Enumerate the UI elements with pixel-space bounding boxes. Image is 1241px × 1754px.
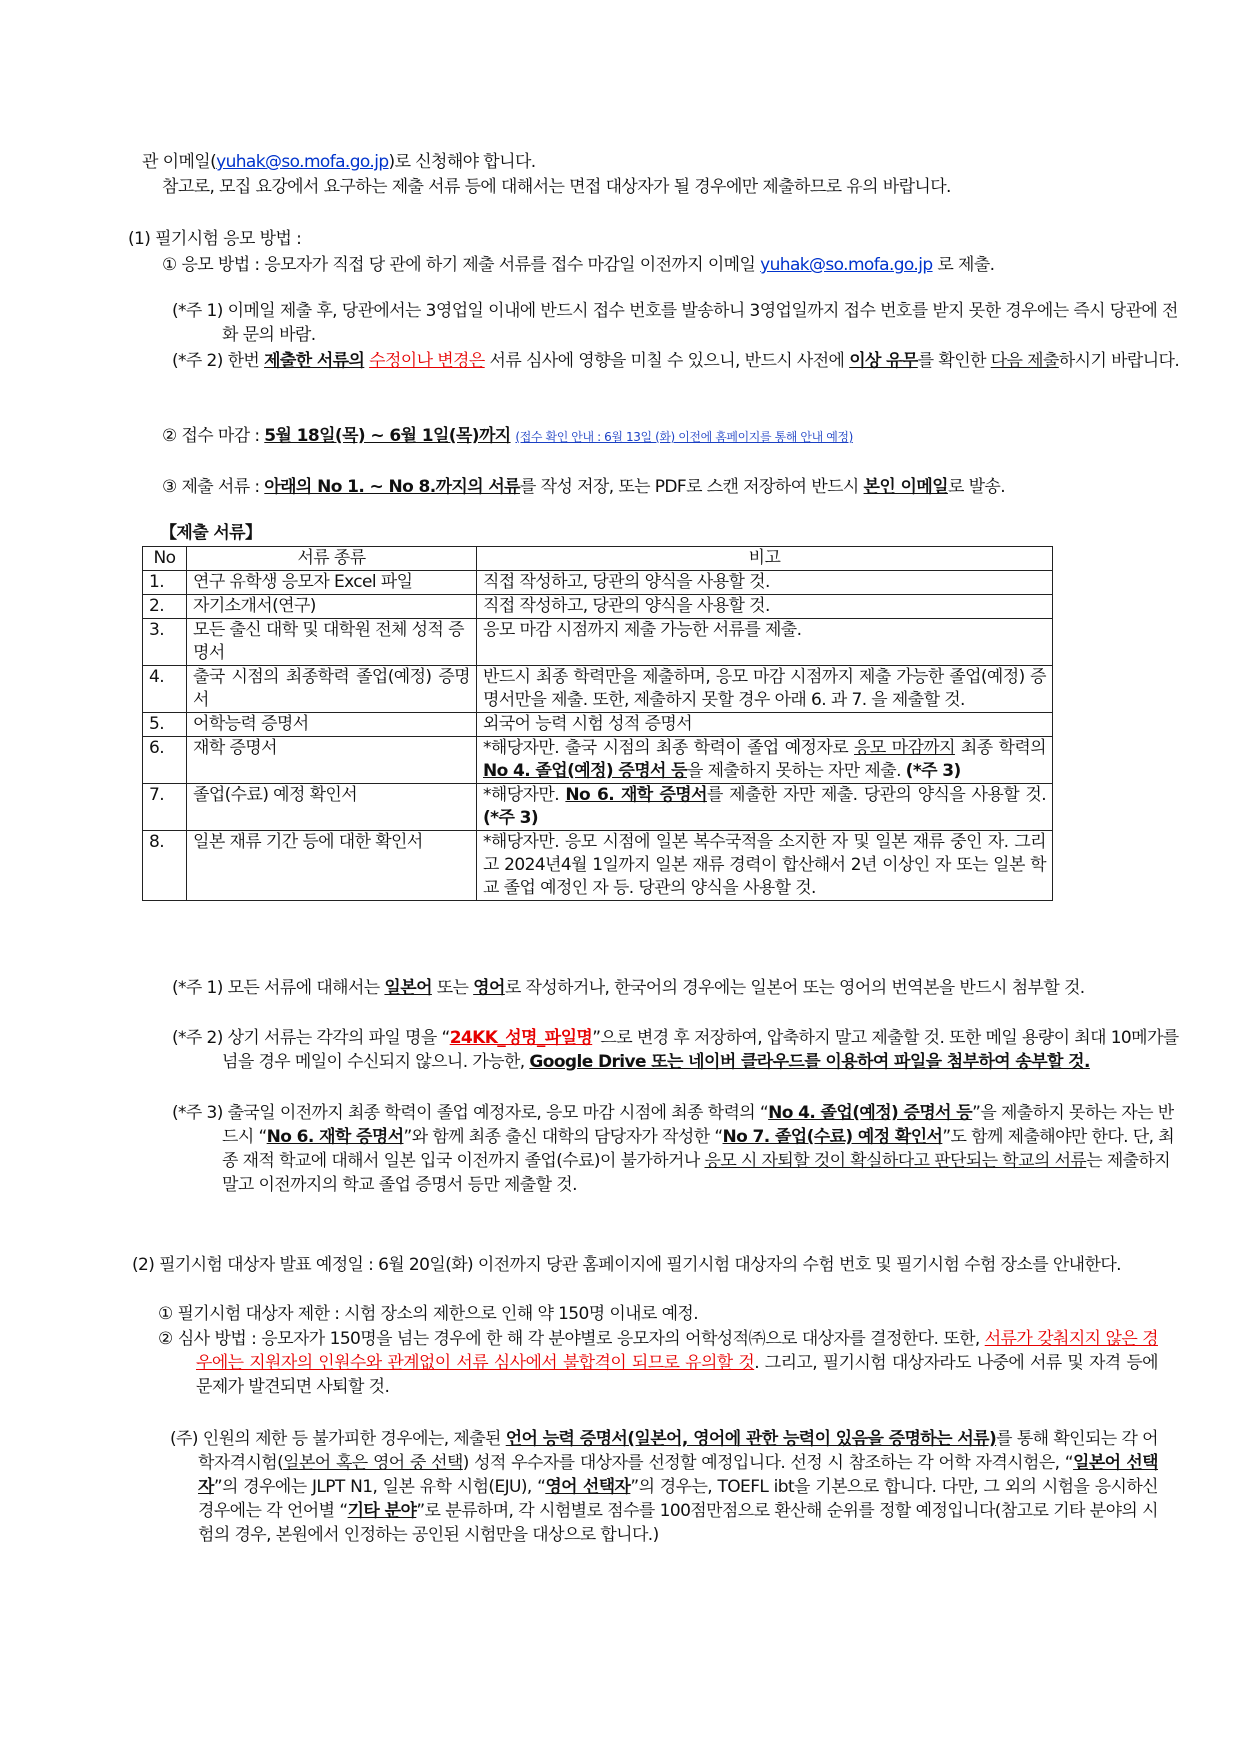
row-no: 3. <box>143 619 187 666</box>
item-1-text: ① 응모 방법 : 응모자가 직접 당 관에 하기 제출 서류를 접수 마감일 이전까지 이메일 <box>162 255 761 275</box>
tn3-f: No 7. 졸업(수료) 예정 확인서 <box>722 1127 943 1147</box>
table-row <box>143 784 1053 831</box>
tn1-b: 일본어 <box>384 978 432 998</box>
row-no: 2. <box>143 595 187 619</box>
tn1-c: 또는 <box>431 978 474 998</box>
s2-note-j: 기타 분야 <box>347 1501 417 1521</box>
row-7-note-a: *해당자만. <box>483 785 566 805</box>
tn3-a: (*주 3) 출국일 이전까지 최종 학력이 졸업 예정자로, 응모 마감 시점에 최종 학력의 “ <box>172 1103 769 1123</box>
s2-note-c: 를 통해 확인되는 각 어학자격시험( <box>198 1429 1158 1473</box>
row-no: 5. <box>143 713 187 737</box>
s2-note-d: 일본어 혹은 영어 중 선택 <box>283 1453 463 1473</box>
s2-note-g: ”의 경우에는 JLPT N1, 일본 유학 시험(EJU), “ <box>213 1477 546 1497</box>
table-row <box>143 831 1053 901</box>
tn3-i: 는 제출하지 말고 이전까지의 학교 졸업 증명서 등만 제출할 것. <box>222 1151 1171 1195</box>
row-7-note-b: No 6. 재학 증명서 <box>565 785 707 805</box>
tn2-a: (*주 2) 상기 서류는 각각의 파일 명을 “ <box>172 1028 450 1048</box>
table-row <box>143 595 1053 619</box>
section-2-heading: (2) 필기시험 대상자 발표 예정일 : 6월 20일(화) 이전까지 당관 홈페이지에 필기시험 대상자의 수험 번호 및 필기시험 수험 장소를 안내한다. <box>132 1255 1121 1275</box>
table-row <box>143 666 1053 713</box>
tn3-c: ”을 제출하지 못하는 자는 반드시 “ <box>222 1103 1174 1147</box>
section-1-heading: (1) 필기시험 응모 방법 : <box>128 229 302 249</box>
row-7-note-c: 를 제출한 자만 제출. 당관의 양식을 사용할 것. <box>706 785 1047 805</box>
row-no: 4. <box>143 666 187 713</box>
row-6-note-e: 을 제출하지 못하는 자만 제출. <box>686 761 906 781</box>
s2-note-f: 일본어 선택자 <box>198 1453 1158 1497</box>
col-header-type: 서류 종류 <box>187 547 477 571</box>
row-6-note-d: No 4. 졸업(예정) 증명서 등 <box>483 761 687 781</box>
item-3-d: 본인 이메일 <box>863 477 948 497</box>
section-1-item-1 <box>162 253 1112 277</box>
row-type: 어학능력 증명서 <box>187 713 477 737</box>
section-2-item-1: ① 필기시험 대상자 제한 : 시험 장소의 제한으로 인해 약 150명 이내로 예정. <box>158 1304 699 1324</box>
table-row <box>143 713 1053 737</box>
tn3-e: ”와 함께 최종 출신 대학의 담당자가 작성한 “ <box>403 1127 723 1147</box>
tn1-d: 영어 <box>473 978 505 998</box>
row-note: *해당자만. 응모 시점에 일본 복수국적을 소지한 자 및 일본 재류 중인 자. 그리고 2024년4월 1일까지 일본 재류 경력이 합산해서 2년 이상인 자 또는 일본 학교 졸업 예정인 자 등. 당관의 양식을 사용할 것. <box>477 831 1053 901</box>
section-1-note-1: (*주 1) 이메일 제출 후, 당관에서는 3영업일 이내에 반드시 접수 번호를 발송하니 3영업일까지 접수 번호를 받지 못한 경우에는 즉시 당관에 전화 문의 바람. <box>172 301 1178 345</box>
tn1-e: 로 작성하거나, 한국어의 경우에는 일본어 또는 영어의 번역본을 반드시 첨부할 것. <box>504 978 1085 998</box>
note-2-a: (*주 2) 한번 <box>172 351 265 371</box>
s2-note-b: 언어 능력 증명서(일본어, 영어에 관한 능력이 있음을 증명하는 서류) <box>505 1429 997 1449</box>
tn2-c: ”으로 변경 후 저장하여, 압축하지 말고 제출할 것. 또한 메일 용량이 최대 10메가를 넘을 경우 메일이 수신되지 않으니. 가능한, <box>222 1028 1179 1072</box>
item-3-b: 아래의 No 1. ~ No 8.까지의 서류 <box>264 477 520 497</box>
s2-item2-b: 서류가 갖춰지지 않은 경우에는 지원자의 인원수와 관계없이 서류 심사에서 불합격이 되므로 유의할 것 <box>196 1329 1158 1373</box>
note-2-f: 이상 유무 <box>849 351 918 371</box>
table-row <box>143 737 1053 784</box>
s2-note-e: ) 성적 우수자를 대상자를 선정할 예정입니다. 선정 시 참조하는 각 어학 자격시험은, “ <box>462 1453 1074 1473</box>
intro-text-pre: 관 이메일( <box>142 152 217 172</box>
s2-item2-a: ② 심사 방법 : 응모자가 150명을 넘는 경우에 한 해 각 분야별로 응모자의 어학성적㈜으로 대상자를 결정한다. 또한, <box>158 1329 985 1349</box>
note-2-d: 수정이나 변경은 <box>369 351 485 371</box>
row-note <box>477 784 1053 831</box>
table-header-row <box>143 547 1053 571</box>
documents-table <box>142 546 1053 901</box>
note-2-i: 하시기 바랍니다. <box>1058 351 1180 371</box>
tn3-b: No 4. 졸업(예정) 증명서 등 <box>768 1103 973 1123</box>
s2-note-k: ”로 분류하며, 각 시험별로 점수를 100점만점으로 환산해 순위를 정할 예정입니다(참고로 기타 분야의 시험의 경우, 본원에서 인정하는 공인된 시험만을 대상으로 합니다.) <box>198 1501 1159 1545</box>
note-2-h: 다음 제출 <box>990 351 1059 371</box>
s2-note-a: (주) 인원의 제한 등 불가피한 경우에는, 제출된 <box>170 1429 506 1449</box>
row-6-note-c: 최종 학력의 <box>954 738 1046 758</box>
item-1-post: 로 제출. <box>932 255 995 275</box>
note-2-e: 서류 심사에 영향을 미칠 수 있으니, 반드시 사전에 <box>484 351 850 371</box>
row-no: 1. <box>143 571 187 595</box>
col-header-no: No <box>143 547 187 571</box>
deadline-notice: (접수 확인 안내 : 6월 13일 (화) 이전에 홈페이지를 통해 안내 예정) <box>515 430 853 444</box>
row-note: 외국어 능력 시험 성적 증명서 <box>477 713 1053 737</box>
tn3-h: 응모 시 자퇴할 것이 확실하다고 판단되는 학교의 서류 <box>704 1151 1087 1171</box>
item-3-a: ③ 제출 서류 : <box>162 477 265 497</box>
section-1-item-3 <box>162 475 1122 499</box>
section-1-item-2 <box>162 424 1122 449</box>
row-type: 연구 유학생 응모자 Excel 파일 <box>187 571 477 595</box>
table-row <box>143 571 1053 595</box>
deadline-label: ② 접수 마감 : <box>162 426 265 446</box>
table-row <box>143 619 1053 666</box>
section-2-note <box>170 1427 1158 1547</box>
row-type: 출국 시점의 최종학력 졸업(예정) 증명서 <box>187 666 477 713</box>
deadline-date: 5월 18일(목) ~ 6월 1일(목)까지 <box>264 426 511 446</box>
table-note-1 <box>172 976 1180 1000</box>
table-title: 【제출 서류】 <box>160 523 262 543</box>
row-no: 6. <box>143 737 187 784</box>
intro-line-1 <box>142 150 1092 174</box>
col-header-note: 비고 <box>477 547 1053 571</box>
row-6-note-a: *해당자만. 출국 시점의 최종 학력이 졸업 예정자로 <box>483 738 854 758</box>
row-6-note-b: 응모 마감까지 <box>854 738 955 758</box>
s2-item2-c: . 그리고, 필기시험 대상자라도 나중에 서류 및 자격 등에 문제가 발견되면 사퇴할 것. <box>196 1353 1158 1397</box>
submission-email-link[interactable]: yuhak@so.mofa.go.jp <box>760 255 933 275</box>
row-type: 졸업(수료) 예정 확인서 <box>187 784 477 831</box>
tn2-b: 24KK_성명_파일명 <box>449 1028 593 1048</box>
row-note <box>477 737 1053 784</box>
table-note-2 <box>172 1026 1180 1074</box>
tn3-g: ”도 함께 제출해야만 한다. 단, 최종 재적 학교에 대해서 일본 입국 이전까지 졸업(수료)이 불가하거나 <box>222 1127 1175 1171</box>
section-1-note-2 <box>172 349 1180 373</box>
note-2-b: 제출한 서류의 <box>264 351 365 371</box>
email-link[interactable]: yuhak@so.mofa.go.jp <box>216 152 389 172</box>
table-note-3 <box>172 1101 1180 1197</box>
intro-text-post: )로 신청해야 합니다. <box>388 152 536 172</box>
tn1-a: (*주 1) 모든 서류에 대해서는 <box>172 978 385 998</box>
section-2-item-2 <box>158 1327 1158 1399</box>
row-note: 반드시 최종 학력만을 제출하며, 응모 마감 시점까지 제출 가능한 졸업(예정) 증명서만을 제출. 또한, 제출하지 못할 경우 아래 6. 과 7. 을 제출할 것. <box>477 666 1053 713</box>
tn3-d: No 6. 재학 증명서 <box>266 1127 404 1147</box>
row-type: 일본 재류 기간 등에 대한 확인서 <box>187 831 477 901</box>
row-type: 재학 증명서 <box>187 737 477 784</box>
row-note: 응모 마감 시점까지 제출 가능한 서류를 제출. <box>477 619 1053 666</box>
item-3-c: 를 작성 저장, 또는 PDF로 스캔 저장하여 반드시 <box>520 477 864 497</box>
row-note: 직접 작성하고, 당관의 양식을 사용할 것. <box>477 595 1053 619</box>
item-3-e: 로 발송. <box>947 477 1006 497</box>
row-no: 8. <box>143 831 187 901</box>
row-note: 직접 작성하고, 당관의 양식을 사용할 것. <box>477 571 1053 595</box>
note-2-g: 를 확인한 <box>917 351 991 371</box>
row-type: 자기소개서(연구) <box>187 595 477 619</box>
tn2-d: Google Drive 또는 네이버 클라우드를 이용하여 파일을 첨부하여 송부할 것. <box>529 1052 1090 1072</box>
row-type: 모든 출신 대학 및 대학원 전체 성적 증명서 <box>187 619 477 666</box>
s2-note-i: ”의 경우는, TOEFL ibt을 기본으로 합니다. 다만, 그 외의 시험을 응시하신 경우에는 각 언어별 “ <box>198 1477 1158 1521</box>
row-6-note-f: (*주 3) <box>905 761 961 781</box>
row-7-note-d: (*주 3) <box>483 808 538 828</box>
row-no: 7. <box>143 784 187 831</box>
s2-note-h: 영어 선택자 <box>545 1477 631 1497</box>
intro-line-2: 참고로, 모집 요강에서 요구하는 제출 서류 등에 대해서는 면접 대상자가 될 경우에만 제출하므로 유의 바랍니다. <box>162 177 951 197</box>
